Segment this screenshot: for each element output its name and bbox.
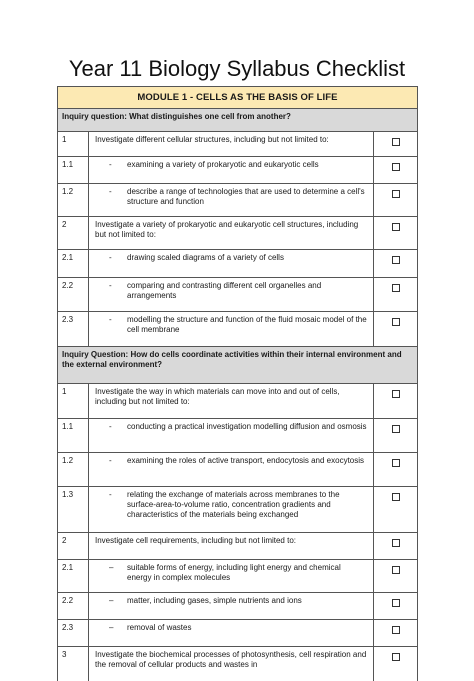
table-row [58, 217, 418, 250]
item-description [89, 278, 374, 312]
checkbox[interactable] [392, 653, 400, 661]
table-row [58, 132, 418, 157]
item-number: 2.2 [58, 593, 89, 620]
table-row [58, 157, 418, 184]
bullet-dash: - [95, 253, 123, 263]
checkbox-cell [374, 157, 418, 184]
sub-item [95, 281, 367, 301]
item-text: Investigate a variety of prokaryotic and eukaryotic cell structures, including but not limited to: [95, 220, 358, 239]
item-number: 1.2 [58, 184, 89, 217]
checkbox-cell [374, 312, 418, 347]
item-text: comparing and contrasting different cell organelles and arrangements [123, 281, 367, 301]
item-text: relating the exchange of materials across membranes to the surface-area-to-volume ratio, concentration gradients and characteristics of the materials being exchanged [123, 490, 367, 520]
item-description [89, 533, 374, 560]
item-number: 2 [58, 533, 89, 560]
item-number: 1 [58, 384, 89, 419]
item-description [89, 453, 374, 487]
item-text: suitable forms of energy, including light energy and chemical energy in complex molecules [123, 563, 367, 583]
item-text: modelling the structure and function of the fluid mosaic model of the cell membrane [123, 315, 367, 335]
item-number: 1 [58, 132, 89, 157]
sub-item [95, 253, 367, 263]
sub-item [95, 456, 367, 466]
item-text: matter, including gases, simple nutrients and ions [123, 596, 367, 606]
item-number: 2.1 [58, 560, 89, 593]
syllabus-table [57, 86, 418, 681]
item-description [89, 250, 374, 278]
bullet-dash: - [95, 281, 123, 301]
table-row [58, 647, 418, 681]
table-row [58, 384, 418, 419]
table-row [58, 620, 418, 647]
table-row [58, 593, 418, 620]
sub-item [95, 187, 367, 207]
checkbox[interactable] [392, 163, 400, 171]
item-description [89, 157, 374, 184]
table-row [58, 533, 418, 560]
checkbox[interactable] [392, 190, 400, 198]
checkbox-cell [374, 453, 418, 487]
sub-item [95, 315, 367, 335]
item-number: 2.1 [58, 250, 89, 278]
sub-item [95, 160, 367, 170]
bullet-dash: – [95, 596, 123, 606]
table-row [58, 487, 418, 533]
sub-item [95, 422, 367, 432]
bullet-dash: - [95, 490, 123, 520]
item-description [89, 560, 374, 593]
item-number: 1.3 [58, 487, 89, 533]
item-number: 2 [58, 217, 89, 250]
item-text: Investigate different cellular structures, including but not limited to: [95, 135, 329, 144]
item-text: Investigate the way in which materials can move into and out of cells, including but not limited to: [95, 387, 340, 406]
item-description [89, 419, 374, 453]
checkbox[interactable] [392, 256, 400, 264]
sub-item [95, 623, 367, 633]
checkbox-cell [374, 250, 418, 278]
checkbox-cell [374, 533, 418, 560]
checkbox-cell [374, 593, 418, 620]
table-row [58, 560, 418, 593]
checkbox[interactable] [392, 425, 400, 433]
table-row [58, 184, 418, 217]
checkbox-cell [374, 487, 418, 533]
item-text: describe a range of technologies that are used to determine a cell's structure and function [123, 187, 367, 207]
item-number: 1.1 [58, 419, 89, 453]
item-number: 2.3 [58, 312, 89, 347]
item-number: 2.2 [58, 278, 89, 312]
checkbox-cell [374, 647, 418, 681]
checkbox-cell [374, 560, 418, 593]
table-row [58, 312, 418, 347]
sub-item [95, 563, 367, 583]
item-text: Investigate cell requirements, including but not limited to: [95, 536, 296, 545]
item-description [89, 647, 374, 681]
page-title: Year 11 Biology Syllabus Checklist [0, 54, 474, 84]
checkbox-cell [374, 384, 418, 419]
inquiry-question: Inquiry question: What distinguishes one cell from another? [58, 109, 418, 132]
checkbox[interactable] [392, 284, 400, 292]
checkbox-cell [374, 620, 418, 647]
item-text: conducting a practical investigation modelling diffusion and osmosis [123, 422, 367, 432]
checkbox[interactable] [392, 493, 400, 501]
item-text: drawing scaled diagrams of a variety of cells [123, 253, 367, 263]
bullet-dash: – [95, 623, 123, 633]
inquiry-question: Inquiry Question: How do cells coordinate activities within their internal environment and the external environment? [58, 347, 418, 384]
checkbox[interactable] [392, 459, 400, 467]
inquiry-row [58, 109, 418, 132]
bullet-dash: - [95, 315, 123, 335]
bullet-dash: - [95, 456, 123, 466]
table-row [58, 453, 418, 487]
item-text: examining a variety of prokaryotic and eukaryotic cells [123, 160, 367, 170]
sub-item [95, 490, 367, 520]
checkbox[interactable] [392, 138, 400, 146]
checkbox[interactable] [392, 223, 400, 231]
checkbox[interactable] [392, 318, 400, 326]
item-description [89, 487, 374, 533]
checkbox-cell [374, 217, 418, 250]
checkbox-cell [374, 184, 418, 217]
item-text: removal of wastes [123, 623, 367, 633]
item-description [89, 217, 374, 250]
inquiry-row [58, 347, 418, 384]
item-text: examining the roles of active transport, endocytosis and exocytosis [123, 456, 367, 466]
bullet-dash: - [95, 160, 123, 170]
bullet-dash: - [95, 187, 123, 207]
bullet-dash: - [95, 422, 123, 432]
item-description [89, 312, 374, 347]
checkbox-cell [374, 419, 418, 453]
table-row [58, 250, 418, 278]
checkbox[interactable] [392, 599, 400, 607]
checkbox[interactable] [392, 539, 400, 547]
item-description [89, 593, 374, 620]
item-number: 1.2 [58, 453, 89, 487]
module-title: MODULE 1 - CELLS AS THE BASIS OF LIFE [58, 87, 418, 109]
checkbox-cell [374, 132, 418, 157]
module-header-row [58, 87, 418, 109]
table-row [58, 278, 418, 312]
item-description [89, 184, 374, 217]
item-description [89, 620, 374, 647]
item-number: 1.1 [58, 157, 89, 184]
checkbox[interactable] [392, 626, 400, 634]
checkbox[interactable] [392, 566, 400, 574]
checkbox[interactable] [392, 390, 400, 398]
item-description [89, 384, 374, 419]
item-description [89, 132, 374, 157]
item-number: 2.3 [58, 620, 89, 647]
sub-item [95, 596, 367, 606]
checkbox-cell [374, 278, 418, 312]
item-number: 3 [58, 647, 89, 681]
bullet-dash: – [95, 563, 123, 583]
item-text: Investigate the biochemical processes of photosynthesis, cell respiration and the removal of cellular products and wastes in [95, 650, 366, 669]
table-row [58, 419, 418, 453]
